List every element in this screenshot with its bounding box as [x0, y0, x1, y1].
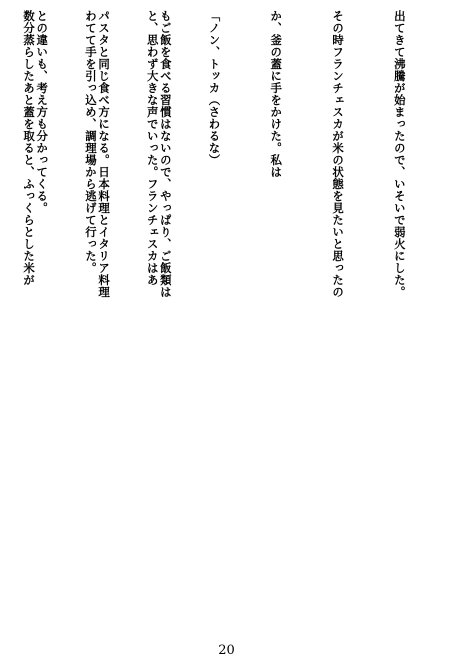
text-column: と、思わず大きな声でいった。フランチェスカはあ	[145, 10, 160, 286]
text-column: その時フランチェスカが米の状態を見たいと思ったの	[331, 10, 346, 298]
page-number: 20	[218, 643, 235, 658]
text-column: わてて手を引っ込め、調理場から逃げて行った。	[83, 10, 98, 274]
text-column: との違いも、考え方も分かってくる。	[35, 10, 50, 214]
text-column: 「ノン、トッカ（さわるな）	[207, 10, 222, 166]
text-column: 出てきて沸騰が始まったので、いそいで弱火にした。	[392, 10, 407, 298]
text-column: か、釜の蓋に手をかけた。私は	[269, 10, 284, 178]
text-column: もご飯を食べる習慣はないので、やっぱり、ご飯類は	[158, 10, 173, 298]
text-column: パスタと同じ食べ方になる。日本料理とイタリア料理	[97, 10, 112, 298]
text-column: 数分蒸らしたあと蓋を取ると、ふっくらとした米が	[22, 10, 37, 286]
left-text-block	[0, 10, 217, 625]
